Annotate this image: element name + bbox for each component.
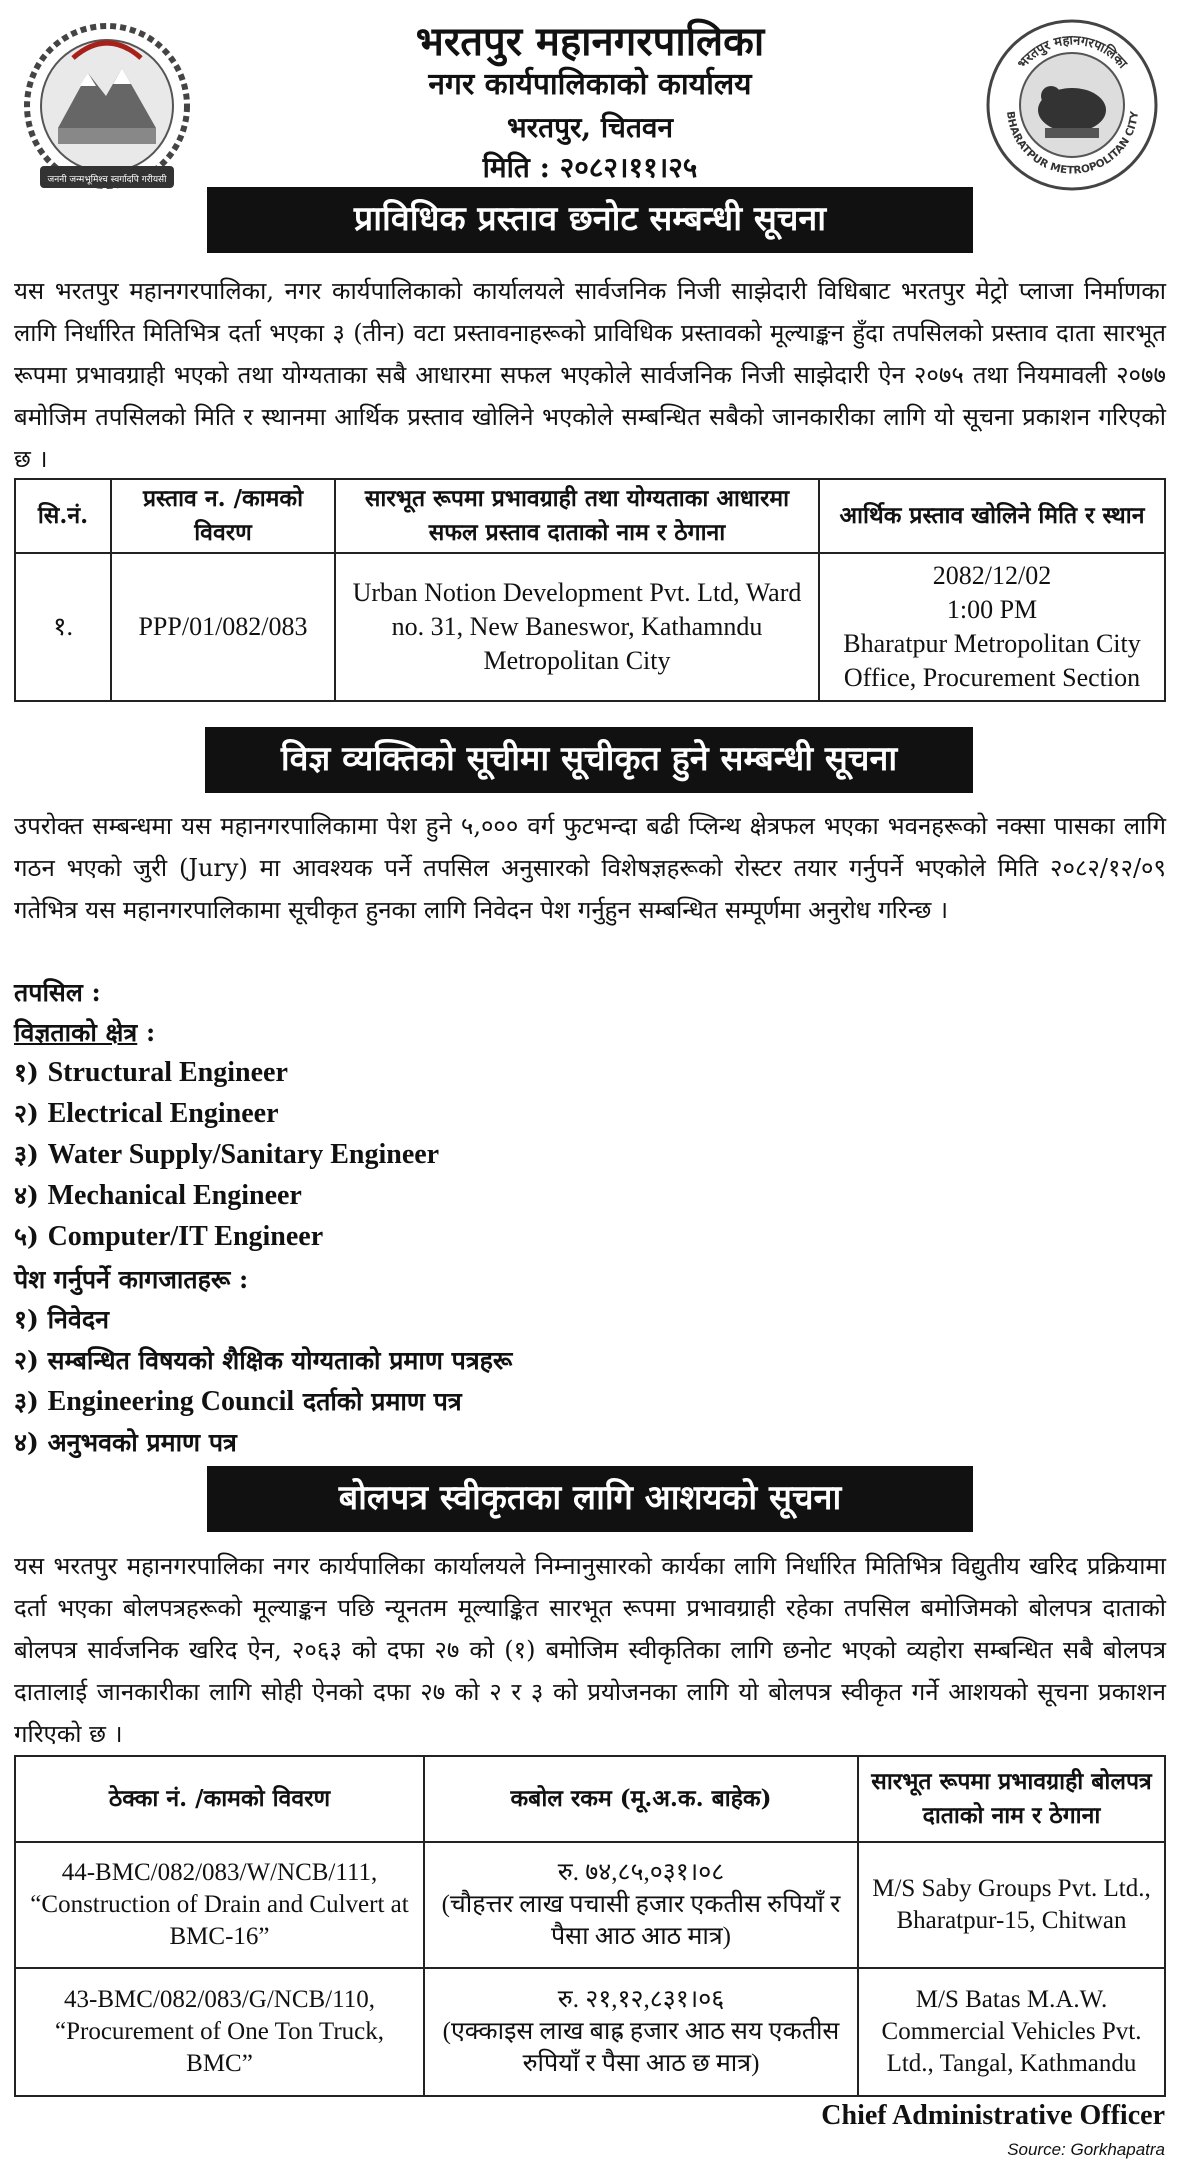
amount-figure: रु. ७४,८५,०३१।०८: [557, 1859, 725, 1886]
list-num: ५): [14, 1222, 39, 1251]
cell-contract: 44-BMC/082/083/W/NCB/111, “Construction of Drain and Culvert at BMC-16”: [15, 1842, 424, 1968]
notice3-body: यस भरतपुर महानगरपालिका नगर कार्यपालिका कार्यालयले निम्नानुसारको कार्यका लागि निर्धारित मितिभित्र विद्युतीय खरिद प्रक्रियामा दर्ता भएका बोलपत्रहरूको मूल्याङ्कन पछि न्यूनतम मूल्याङ्कित सारभूत रूपमा प्रभावग्राही रहेका तपसिल बमोजिमको बोलपत्र दाताको बोलपत्र सार्वजनिक खरिद ऐन, २०६३ को दफा २७ को (१) बमोजिम स्वीकृतिका लागि छनोट भएको व्यहोरा सम्बन्धित सबै बोलपत्र दातालाई जानकारीका लागि सोही ऐनको दफा २७ को २ र ३ को प्रयोजनका लागि यो बोलपत्र स्वीकृत गर्ने आशयको सूचना प्रकाशन गरिएको छ ।: [14, 1552, 1166, 1748]
notice1-body: यस भरतपुर महानगरपालिका, नगर कार्यपालिकाको कार्यालयले सार्वजनिक निजी साझेदारी विधिबाट भरतपुर मेट्रो प्लाजा निर्माणका लागि निर्धारित मितिभित्र दर्ता भएका ३ (तीन) वटा प्रस्तावनाहरूको प्राविधिक प्रस्तावको मूल्याङ्कन हुँदा तपसिलको प्रस्ताव दाता सारभूत रूपमा प्रभावग्राही भएको तथा योग्यताका सबै आधारमा सफल भएकोले सार्वजनिक निजी साझेदारी ऐन २०७५ तथा नियमावली २०७७ बमोजिम तपसिलको मिति र स्थानमा आर्थिक प्रस्ताव खोलिने भएकोले सम्बन्धित सबैको जानकारीका लागि यो सूचना प्रकाशन गरिएको छ ।: [14, 277, 1166, 473]
notice2-body: उपरोक्त सम्बन्धमा यस महानगरपालिकामा पेश हुने ५,००० वर्ग फुटभन्दा बढी प्लिन्थ क्षेत्रफल भएका भवनहरूको नक्सा पासका लागि गठन भएको जुरी (Jury) मा आवश्यक पर्ने तपसिल अनुसारको विशेषज्ञहरूको रोस्टर तयार गर्नुपर्ने भएकोले मिति २०८२/१२/०९ गतेभित्र यस महानगरपालिकामा सूचीकृत हुनका लागि निवेदन पेश गर्नुहुन सम्बन्धित सम्पूर्णमा अनुरोध गरिन्छ ।: [14, 812, 1166, 924]
opening-date: 2082/12/02: [932, 561, 1052, 590]
cell-contract: 43-BMC/082/083/G/NCB/110, “Procurement of One Ton Truck, BMC”: [15, 1968, 424, 2096]
list-num: ३): [14, 1140, 39, 1169]
seal-text-en: BHARATPUR METROPOLITAN CITY: [1003, 110, 1141, 177]
list-text: दर्ताको प्रमाण पत्र: [294, 1387, 462, 1416]
cell-opening: [819, 553, 1165, 701]
docs-label: पेश गर्नुपर्ने कागजातहरू :: [14, 1265, 249, 1294]
nepal-emblem-icon: [18, 18, 196, 198]
notice-date: मिति : २०८२।११।२५: [482, 151, 698, 184]
signer-title: Chief Administrative Officer: [821, 2100, 1165, 2131]
amount-figure: रु. २१,१२,८३१।०६: [557, 1986, 725, 2013]
list-num: २): [14, 1346, 39, 1375]
list-text: Computer/IT Engineer: [47, 1221, 324, 1252]
amount-words: (एक्काइस लाख बाह्र हजार आठ सय एकतीस रुपियाँ र पैसा आठ छ मात्र): [442, 2018, 840, 2077]
list-text: सम्बन्धित विषयको शैक्षिक योग्यताको प्रमाण पत्रहरू: [47, 1346, 513, 1375]
list-num: २): [14, 1099, 39, 1128]
list-text: Structural Engineer: [47, 1057, 288, 1088]
list-num: ३): [14, 1387, 39, 1416]
org-name: भरतपुर महानगरपालिका: [415, 18, 765, 65]
cell-bidder: Urban Notion Development Pvt. Ltd, Ward no. 31, New Baneswor, Kathamndu Metropolitan City: [335, 553, 819, 701]
list-text: Mechanical Engineer: [47, 1180, 302, 1211]
list-num: ४): [14, 1428, 39, 1457]
list-item: [14, 1343, 512, 1377]
list-item: [14, 1055, 288, 1089]
table-row: [15, 553, 1165, 701]
table-row: [15, 1968, 1165, 2096]
cell-amount: [424, 1968, 858, 2096]
cell-sn: १.: [15, 553, 111, 701]
table-header-row: [15, 479, 1165, 553]
list-item: [14, 1425, 237, 1459]
cell-bidder: M/S Batas M.A.W. Commercial Vehicles Pvt. Ltd., Tangal, Kathmandu: [858, 1968, 1165, 2096]
notice1-title: प्राविधिक प्रस्ताव छनोट सम्बन्धी सूचना: [207, 187, 973, 253]
list-text: निवेदन: [47, 1305, 109, 1334]
table-header-row: [15, 1756, 1165, 1842]
list-text: Water Supply/Sanitary Engineer: [47, 1139, 440, 1170]
list-item: [14, 1137, 439, 1171]
table-row: [15, 1842, 1165, 1968]
office-name: नगर कार्यपालिकाको कार्यालय: [428, 67, 752, 102]
proposal-table: [14, 478, 1166, 702]
list-num: १): [14, 1305, 39, 1334]
list-num: ४): [14, 1181, 39, 1210]
seal-text-np: भरतपुर महानगरपालिका: [1015, 33, 1130, 72]
expertise-label: विज्ञताको क्षेत्र: [14, 1018, 138, 1047]
col-bidder: सारभूत रूपमा प्रभावग्राही तथा योग्यताका आधारमा सफल प्रस्ताव दाताको नाम र ठेगाना: [335, 479, 819, 553]
col-proposal: प्रस्ताव न. /कामको विवरण: [111, 479, 335, 553]
amount-words: (चौहत्तर लाख पचासी हजार एकतीस रुपियाँ र पैसा आठ आठ मात्र): [441, 1891, 841, 1950]
list-item: [14, 1384, 462, 1418]
cell-amount: [424, 1842, 858, 1968]
office-location: भरतपुर, चितवन: [506, 111, 674, 144]
list-item: [14, 1178, 302, 1212]
col-bidder: सारभूत रूपमा प्रभावग्राही बोलपत्र दाताको नाम र ठेगाना: [858, 1756, 1165, 1842]
source-credit: Source: Gorkhapatra: [1007, 2140, 1165, 2159]
expertise-heading: [14, 1015, 155, 1049]
list-item: [14, 1219, 323, 1253]
list-text-en: Engineering Council: [47, 1386, 295, 1417]
list-text: अनुभवको प्रमाण पत्र: [47, 1428, 237, 1457]
opening-place: Bharatpur Metropolitan City Office, Procurement Section: [843, 629, 1141, 692]
cell-bidder: M/S Saby Groups Pvt. Ltd., Bharatpur-15, Chitwan: [858, 1842, 1165, 1968]
col-amount: कबोल रकम (मू.अ.क. बाहेक): [424, 1756, 858, 1842]
notice3-title: बोलपत्र स्वीकृतका लागि आशयको सूचना: [207, 1466, 973, 1532]
expertise-colon: :: [145, 1018, 156, 1047]
opening-time: 1:00 PM: [946, 595, 1038, 624]
cell-proposal: PPP/01/082/083: [111, 553, 335, 701]
list-text: Electrical Engineer: [47, 1098, 279, 1129]
bid-acceptance-table: [14, 1755, 1166, 2097]
emblem-motto: जननी जन्मभूमिश्च स्वर्गादपि गरीयसी: [47, 175, 167, 185]
bharatpur-seal-icon: [985, 18, 1160, 193]
notice2-title: विज्ञ व्यक्तिको सूचीमा सूचीकृत हुने सम्बन्धी सूचना: [205, 727, 973, 793]
list-item: [14, 1302, 109, 1336]
col-contract: ठेक्का नं. /कामको विवरण: [15, 1756, 424, 1842]
tapsil-label: तपसिल :: [14, 978, 101, 1007]
list-item: [14, 1096, 279, 1130]
col-opening: आर्थिक प्रस्ताव खोलिने मिति र स्थान: [819, 479, 1165, 553]
list-num: १): [14, 1058, 39, 1087]
col-sn: सि.नं.: [15, 479, 111, 553]
